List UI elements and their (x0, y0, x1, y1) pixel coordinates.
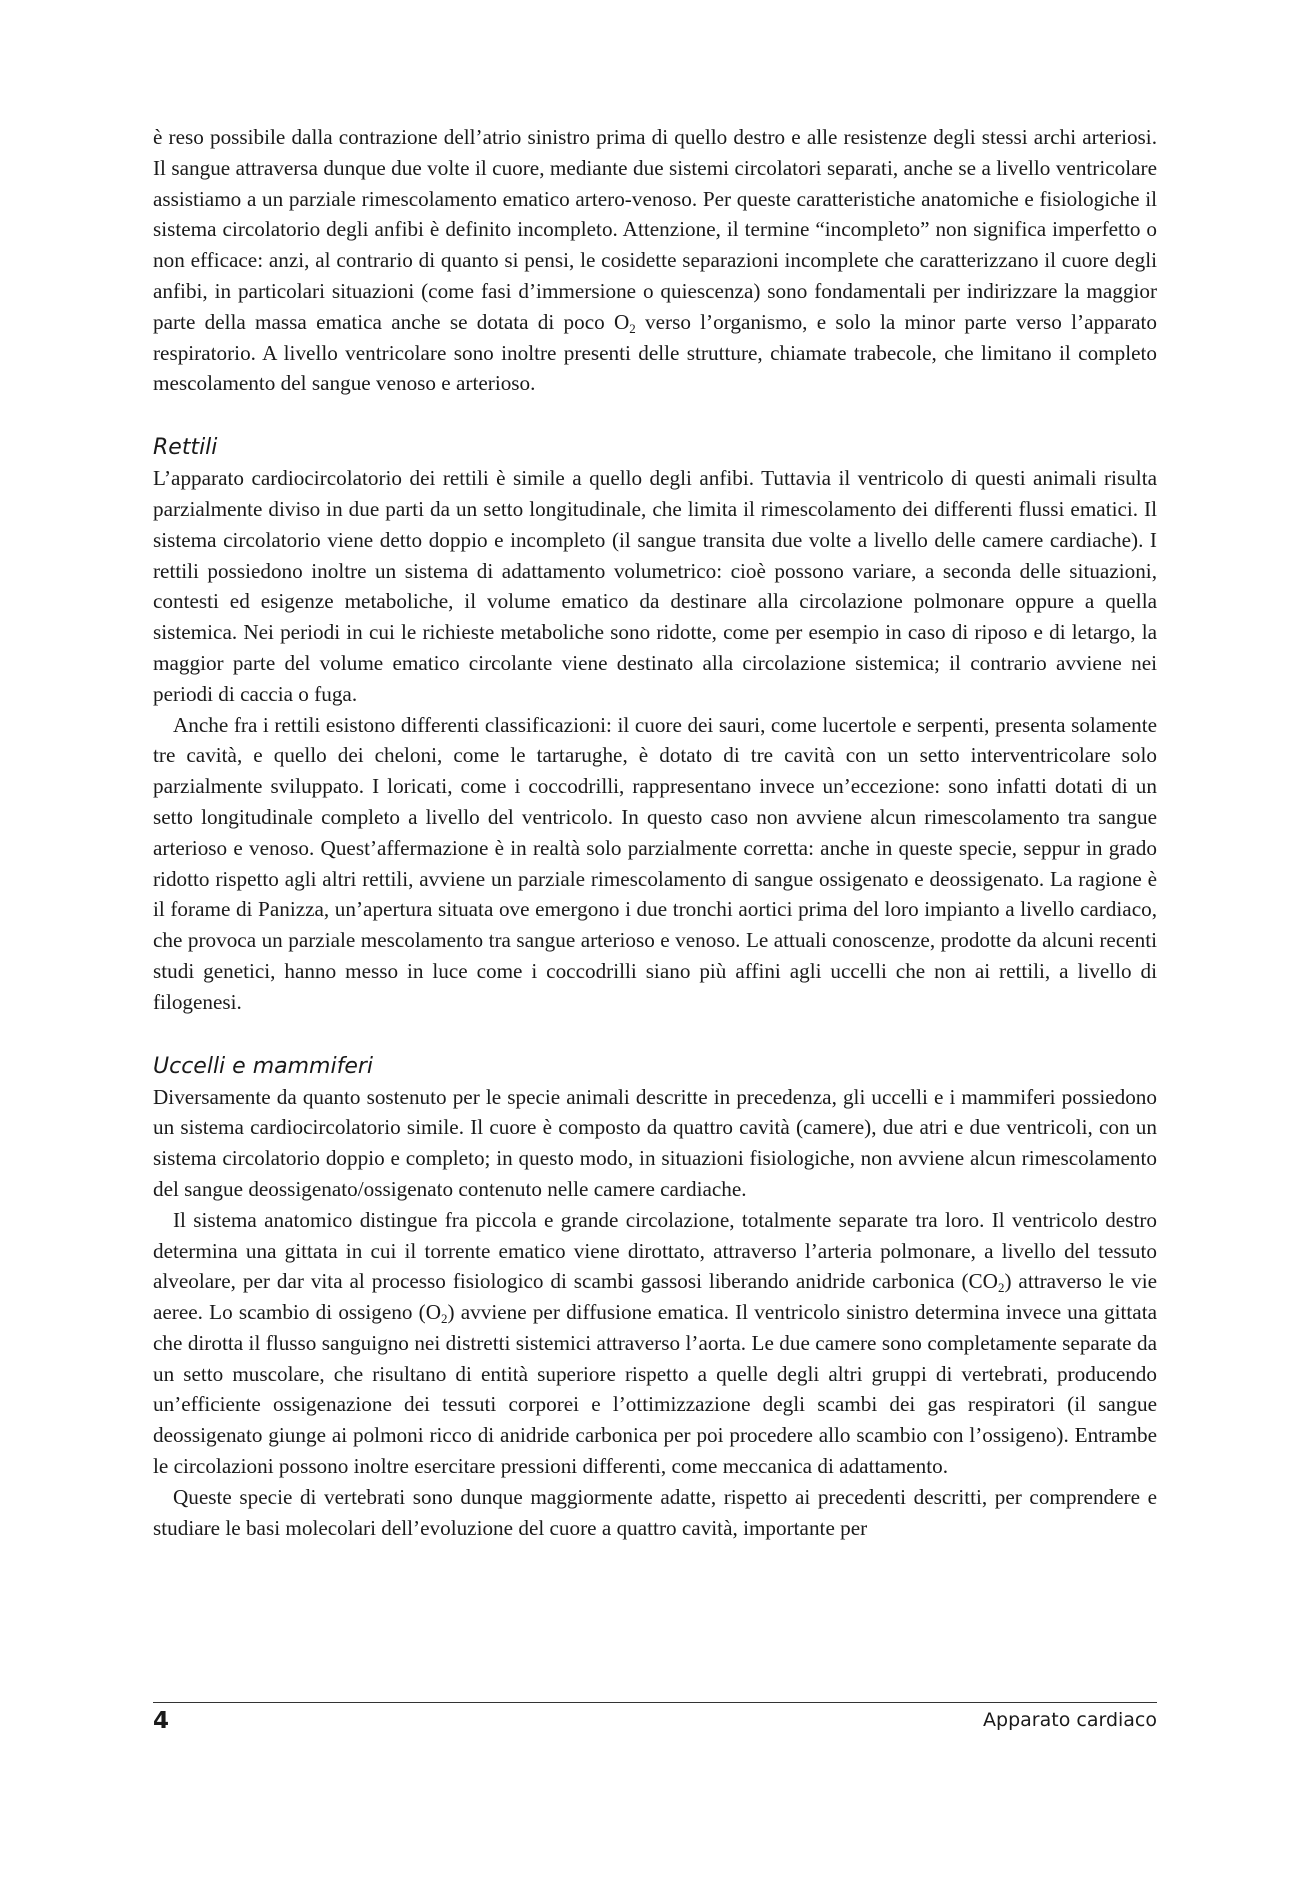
uccelli-paragraph-1: Diversamente da quanto sostenuto per le specie animali descritte in precedenza, gli uccelli e i mammiferi possiedono un sistema cardiocircolatorio simile. Il cuore è composto da quattro cavità (camere), due atri e due ventricoli, con un sistema circolatorio doppio e completo; in questo modo, in situazioni fisiologiche, non avviene alcun rimescolamento del sangue deossigenato/ossigenato contenuto nelle camere cardiache. (153, 1084, 1157, 1201)
uccelli-paragraph-2 (153, 1205, 1157, 1482)
page-number: 4 (153, 1708, 170, 1734)
uccelli-paragraph-3: Queste specie di vertebrati sono dunque maggiormente adatte, rispetto ai precedenti descritti, per comprendere e studiare le basi molecolari dell’evoluzione del cuore a quattro cavità, importante per (153, 1484, 1157, 1540)
intro-paragraph (153, 122, 1157, 399)
o2-subscript-2: 2 (441, 1311, 448, 1327)
uccelli-p2-text-b: ) attraverso le vie aeree. Lo scambio di ossigeno (O (153, 1269, 1157, 1325)
section-heading-rettili: Rettili (153, 435, 218, 461)
page-body (153, 122, 1157, 1543)
intro-text-1: è reso possibile dalla contrazione dell’atrio sinistro prima di quello destro e alle resistenze degli stessi archi arteriosi. Il sangue attraversa dunque due volte il cuore, mediante due sistemi circolatori separati, anche se a livello ventricolare assistiamo a un parziale rimescolamento ematico artero-venoso. Per queste caratteristiche anatomiche e fisiologiche il sistema circolatorio degli anfibi è definito incompleto. Attenzione, il termine “incompleto” non significa imperfetto o non efficace: anzi, al contrario di quanto si pensi, le cosidette separazioni incomplete che caratterizzano il cuore degli anfibi, in particolari situazioni (come fasi d’immersione o quiescenza) sono fondamentali per indirizzare la maggior parte della massa ematica anche se dotata di poco O (153, 125, 1157, 334)
o2-subscript: 2 (629, 320, 636, 336)
uccelli-p2-text-c: ) avviene per diffusione ematica. Il ventricolo sinistro determina invece una gittata che dirotta il flusso sanguigno nei distretti sistemici attraverso l’aorta. Le due camere sono completamente separate da un setto muscolare, che risultano di entità superiore rispetto a quelle degli altri gruppi di vertebrati, producendo un’efficiente ossigenazione dei tessuti corporei e l’ottimizzazione degli scambi dei gas respiratori (il sangue deossigenato giunge ai polmoni ricco di anidride carbonica per poi procedere allo scambio con l’ossigeno). Entrambe le circolazioni possono inoltre esercitare pressioni differenti, come meccanica di adattamento. (153, 1300, 1158, 1479)
running-title: Apparato cardiaco (983, 1709, 1157, 1731)
rettili-paragraph-2: Anche fra i rettili esistono differenti classificazioni: il cuore dei sauri, come lucertole e serpenti, presenta solamente tre cavità, e quello dei cheloni, come le tartarughe, è dotato di tre cavità con un setto interventricolare solo parzialmente sviluppato. I loricati, come i coccodrilli, rappresentano invece un’eccezione: sono infatti dotati di un setto longitudinale completo a livello del ventricolo. In questo caso non avviene alcun rimescolamento tra sangue arterioso e venoso. Quest’affermazione è in realtà solo parzialmente corretta: anche in queste specie, seppur in grado ridotto rispetto agli altri rettili, avviene un parziale rimescolamento di sangue ossigenato e deossigenato. La ragione è il forame di Panizza, un’apertura situata ove emergono i due tronchi aortici prima del loro impianto a livello cardiaco, che provoca un parziale mescolamento tra sangue arterioso e venoso. Le attuali conoscenze, prodotte da alcuni recenti studi genetici, hanno messo in luce come i coccodrilli siano più affini agli uccelli che non ai rettili, a livello di filogenesi. (153, 712, 1157, 1014)
intro-text-2: verso l’organismo, e solo la minor parte verso l’apparato respiratorio. A livello ventricolare sono inoltre presenti delle strutture, chiamate trabecole, che limitano il completo mescolamento del sangue venoso e arterioso. (153, 309, 1158, 396)
uccelli-p2-text-a: Il sistema anatomico distingue fra piccola e grande circolazione, totalmente separate tra loro. Il ventricolo destro determina una gittata in cui il torrente ematico viene dirottato, attraverso l’arteria polmonare, a livello del tessuto alveolare, per dar vita al processo fisiologico di scambi gassosi liberando anidride carbonica (CO (153, 1207, 1157, 1294)
co2-subscript: 2 (997, 1280, 1005, 1296)
rettili-paragraph-1: L’apparato cardiocircolatorio dei rettili è simile a quello degli anfibi. Tuttavia il ventricolo di questi animali risulta parzialmente diviso in due parti da un setto longitudinale, che limita il rimescolamento dei differenti flussi ematici. Il sistema circolatorio viene detto doppio e incompleto (il sangue transita due volte a livello delle camere cardiache). I rettili possiedono inoltre un sistema di adattamento volumetrico: cioè possono variare, a seconda delle situazioni, contesti ed esigenze metaboliche, il volume ematico da destinare alla circolazione polmonare oppure a quella sistemica. Nei periodi in cui le richieste metaboliche sono ridotte, come per esempio in caso di riposo e di letargo, la maggior parte del volume ematico circolante viene destinato alla circolazione sistemica; il contrario avviene nei periodi di caccia o fuga. (153, 466, 1157, 706)
footer-rule (153, 1702, 1157, 1703)
section-heading-uccelli-mammiferi: Uccelli e mammiferi (153, 1053, 374, 1079)
